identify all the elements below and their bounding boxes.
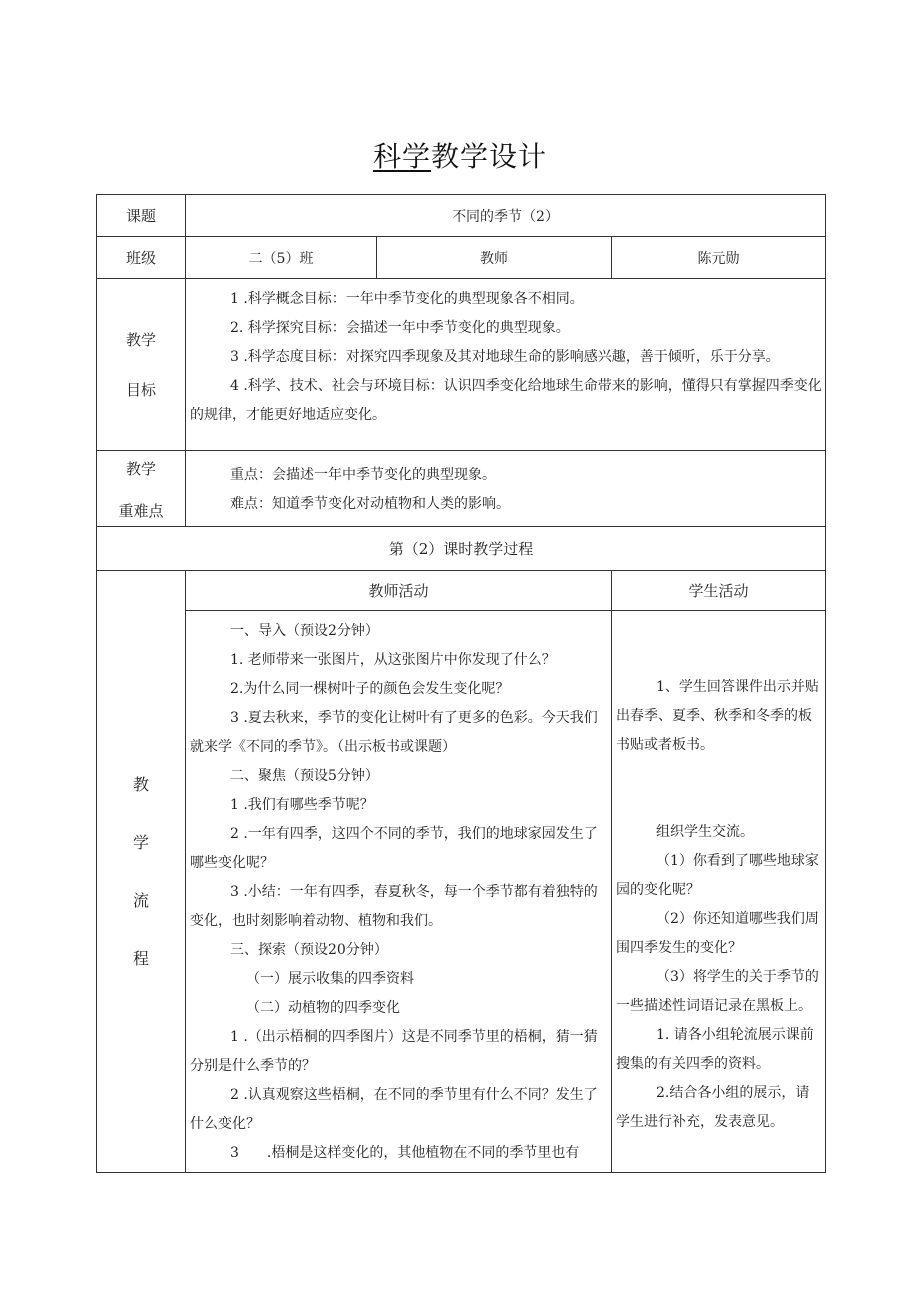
teacher-step: （一）展示收集的四季资料 (246, 971, 414, 987)
teacher-step: 一、导入（预设2分钟） (230, 623, 379, 639)
teacher-label: 教师 (377, 237, 612, 279)
title-rest: 教学设计 (431, 140, 548, 173)
teacher-step: 1. 老师带来一张图片，从这张图片中你发现了什么？ (230, 652, 556, 668)
student-step: 2.结合各小组的展示，请学生进行补充，发表意见。 (616, 1085, 810, 1130)
teacher-step: 三、探索（预设20分钟） (230, 942, 388, 958)
teacher-step: 3 .夏去秋来，季节的变化让树叶有了更多的色彩。今天我们就来学《不同的季节》。（出示板书或课题） (190, 710, 598, 755)
student-step: （1）你看到了哪些地球家园的变化呢？ (616, 853, 819, 898)
class-value: 二（5）班 (186, 237, 377, 279)
keypoints-label-line-1: 教学 (125, 459, 156, 478)
teacher-activity-header: 教师活动 (186, 571, 612, 611)
lesson-plan-table (96, 194, 826, 1173)
process-header-row (97, 527, 826, 571)
topic-label: 课题 (97, 195, 186, 237)
teacher-step: 2 .认真观察这些梧桐，在不同的季节里有什么不同？发生了什么变化？ (190, 1087, 598, 1132)
student-activity-content (612, 611, 826, 1173)
student-activity-header: 学生活动 (612, 571, 826, 611)
key-point: 重点：会描述一年中季节变化的典型现象。 (230, 467, 496, 483)
student-step: 1. 请各小组轮流展示课前搜集的有关四季的资料。 (616, 1027, 814, 1072)
goals-label-line-1: 教学 (125, 330, 156, 349)
teacher-step: 1 .（出示梧桐的四季图片）这是不同季节里的梧桐，猜一猜分别是什么季节的？ (190, 1029, 598, 1074)
goal-item: 2. 科学探究目标：会描述一年中季节变化的典型现象。 (230, 320, 570, 336)
goal-item: 3 .科学态度目标：对探究四季现象及其对地球生命的影响感兴趣，善于倾听，乐于分享。 (230, 349, 780, 365)
teacher-activity-content (186, 611, 612, 1173)
page-title (0, 135, 920, 175)
process-header: 第（2）课时教学过程 (97, 527, 826, 571)
teacher-value: 陈元勋 (612, 237, 826, 279)
keypoints-label (97, 451, 186, 527)
flow-label-char: 教 (132, 774, 149, 794)
goal-item: 4 .科学、技术、社会与环境目标：认识四季变化给地球生命带来的影响，懂得只有掌握四季变化的规律，才能更好地适应变化。 (190, 378, 822, 423)
flow-label-char: 程 (132, 948, 149, 968)
activity-header-row (97, 571, 826, 611)
teacher-step: 3 .小结：一年有四季，春夏秋冬，每一个季节都有着独特的变化，也时刻影响着动物、植物和我们。 (190, 884, 598, 929)
flow-label (97, 571, 186, 1173)
teacher-step: 二、聚焦（预设5分钟） (230, 768, 379, 784)
keypoints-label-line-2: 重难点 (118, 501, 164, 520)
student-step: （2）你还知道哪些我们周围四季发生的变化？ (616, 911, 819, 956)
flow-label-char: 流 (132, 890, 149, 910)
teacher-step: 2.为什么同一棵树叶子的颜色会发生变化呢？ (230, 681, 510, 697)
goals-label-line-2: 目标 (125, 380, 156, 399)
difficulty-point: 难点：知道季节变化对动植物和人类的影响。 (230, 496, 510, 512)
keypoints-content (186, 451, 826, 527)
goals-label (97, 279, 186, 451)
topic-row (97, 195, 826, 237)
keypoints-row (97, 451, 826, 527)
class-label: 班级 (97, 237, 186, 279)
title-underlined: 科学 (372, 140, 431, 173)
teacher-step: 2 .一年有四季，这四个不同的季节，我们的地球家园发生了哪些变化呢？ (190, 826, 598, 871)
teacher-step: 3 .梧桐是这样变化的，其他植物在不同的季节里也有 (230, 1145, 580, 1161)
goal-item: 1 .科学概念目标：一年中季节变化的典型现象各不相同。 (230, 291, 584, 307)
teacher-step: （二）动植物的四季变化 (246, 1000, 400, 1016)
goals-content (186, 279, 826, 451)
teacher-step: 1 .我们有哪些季节呢？ (230, 797, 374, 813)
class-row (97, 237, 826, 279)
topic-value: 不同的季节（2） (186, 195, 826, 237)
student-step: 1、学生回答课件出示并贴出春季、夏季、秋季和冬季的板书贴或者板书。 (616, 679, 819, 753)
activity-content-row (97, 611, 826, 1173)
goals-row (97, 279, 826, 451)
student-step: 组织学生交流。 (656, 824, 754, 840)
student-step: （3）将学生的关于季节的一些描述性词语记录在黑板上。 (616, 969, 819, 1014)
flow-label-char: 学 (132, 832, 149, 852)
